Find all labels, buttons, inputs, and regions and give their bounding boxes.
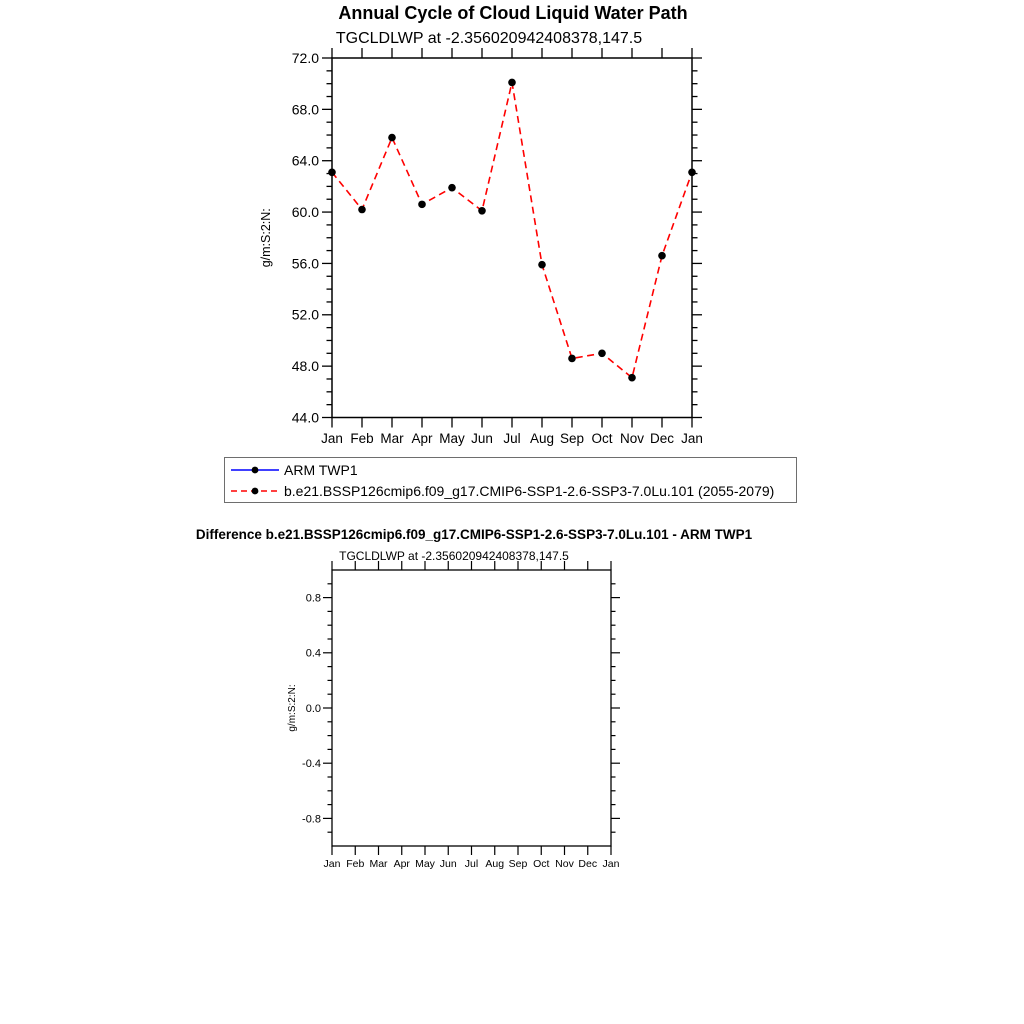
x-tick-label: Mar <box>380 431 404 446</box>
data-point-marker <box>538 261 546 269</box>
y-tick-label: 44.0 <box>291 409 319 426</box>
x-tick-label: Aug <box>529 431 555 446</box>
data-point-marker <box>418 201 426 209</box>
y-tick-label: 64.0 <box>291 152 319 169</box>
x-tick-label: May <box>439 431 465 446</box>
y-tick-label: 56.0 <box>291 255 319 272</box>
data-point-marker <box>328 168 336 176</box>
x-tick-label: Jul <box>464 858 479 870</box>
x-tick-label: Jan <box>321 431 343 446</box>
x-tick-label: Feb <box>346 858 365 870</box>
y-tick-label: 60.0 <box>291 203 319 220</box>
y-tick-label: 68.0 <box>291 101 319 118</box>
series-line <box>332 82 692 377</box>
x-tick-label: Dec <box>578 858 598 870</box>
legend-entry-model <box>230 480 796 501</box>
legend-entry-obs <box>230 459 796 480</box>
legend-label-model: b.e21.BSSP126cmip6.f09_g17.CMIP6-SSP1-2.6-SSP3-7.0Lu.101 (2055-2079) <box>284 482 775 499</box>
y-tick-label: 0.4 <box>305 647 321 660</box>
data-point-marker <box>568 355 576 363</box>
x-axis <box>324 561 620 870</box>
x-tick-label: Dec <box>649 431 675 446</box>
y-tick-label: 52.0 <box>291 306 319 323</box>
x-tick-label: Jun <box>439 858 457 870</box>
plot-frame <box>332 58 692 418</box>
data-point-marker <box>598 350 606 358</box>
legend-line-sample-dashed <box>230 483 280 499</box>
x-tick-label: Sep <box>508 858 528 870</box>
difference-chart-title: Difference b.e21.BSSP126cmip6.f09_g17.CMIP6-SSP1-2.6-SSP3-7.0Lu.101 - ARM TWP1 <box>195 527 753 542</box>
y-tick-label: -0.8 <box>302 813 321 826</box>
legend-label-obs: ARM TWP1 <box>284 461 358 478</box>
x-tick-label: Oct <box>533 858 550 870</box>
x-tick-label: Apr <box>411 431 433 446</box>
legend-model-marker-icon <box>252 487 259 494</box>
top-chart-title: Annual Cycle of Cloud Liquid Water Path <box>338 3 688 23</box>
data-point-marker <box>358 206 366 214</box>
y-tick-label: -0.4 <box>302 758 321 771</box>
data-point-marker <box>388 134 396 142</box>
y-tick-label: 0.0 <box>305 702 321 715</box>
top-chart-subtitle: TGCLDLWP at -2.356020942408378,147.5 <box>335 30 643 47</box>
x-tick-label: Feb <box>350 431 374 446</box>
difference-chart <box>287 561 620 870</box>
y-tick-label: 72.0 <box>291 49 319 66</box>
data-point-marker <box>628 374 636 382</box>
x-tick-label: Jan <box>323 858 341 870</box>
data-point-marker <box>688 168 696 176</box>
x-tick-label: Aug <box>485 858 505 870</box>
x-axis <box>321 48 703 446</box>
data-point-marker <box>658 252 666 260</box>
x-tick-label: Apr <box>393 858 410 870</box>
y-axis-label: g/m:S:2:N: <box>259 208 273 268</box>
x-tick-label: Jan <box>681 431 703 446</box>
x-tick-label: May <box>415 858 435 870</box>
legend-line-sample-solid <box>230 462 280 478</box>
x-tick-label: Oct <box>591 431 613 446</box>
y-tick-label: 0.8 <box>305 592 321 605</box>
x-tick-label: Nov <box>555 858 574 870</box>
x-tick-label: Jul <box>503 431 521 446</box>
legend-obs-marker-icon <box>252 466 259 473</box>
top-chart <box>259 48 703 446</box>
difference-chart-subtitle: TGCLDLWP at -2.356020942408378,147.5 <box>339 549 569 563</box>
data-point-marker <box>448 184 456 192</box>
plot-frame <box>332 570 611 846</box>
legend <box>224 457 797 503</box>
x-tick-label: Mar <box>369 858 388 870</box>
x-tick-label: Nov <box>619 431 645 446</box>
y-axis <box>302 584 620 832</box>
y-tick-label: 48.0 <box>291 358 319 375</box>
x-tick-label: Jan <box>602 858 620 870</box>
data-point-marker <box>478 207 486 215</box>
y-axis <box>292 50 702 426</box>
y-axis-label: g/m:S:2:N: <box>287 684 298 732</box>
x-tick-label: Jun <box>471 431 493 446</box>
x-tick-label: Sep <box>559 431 585 446</box>
data-point-marker <box>508 79 516 87</box>
